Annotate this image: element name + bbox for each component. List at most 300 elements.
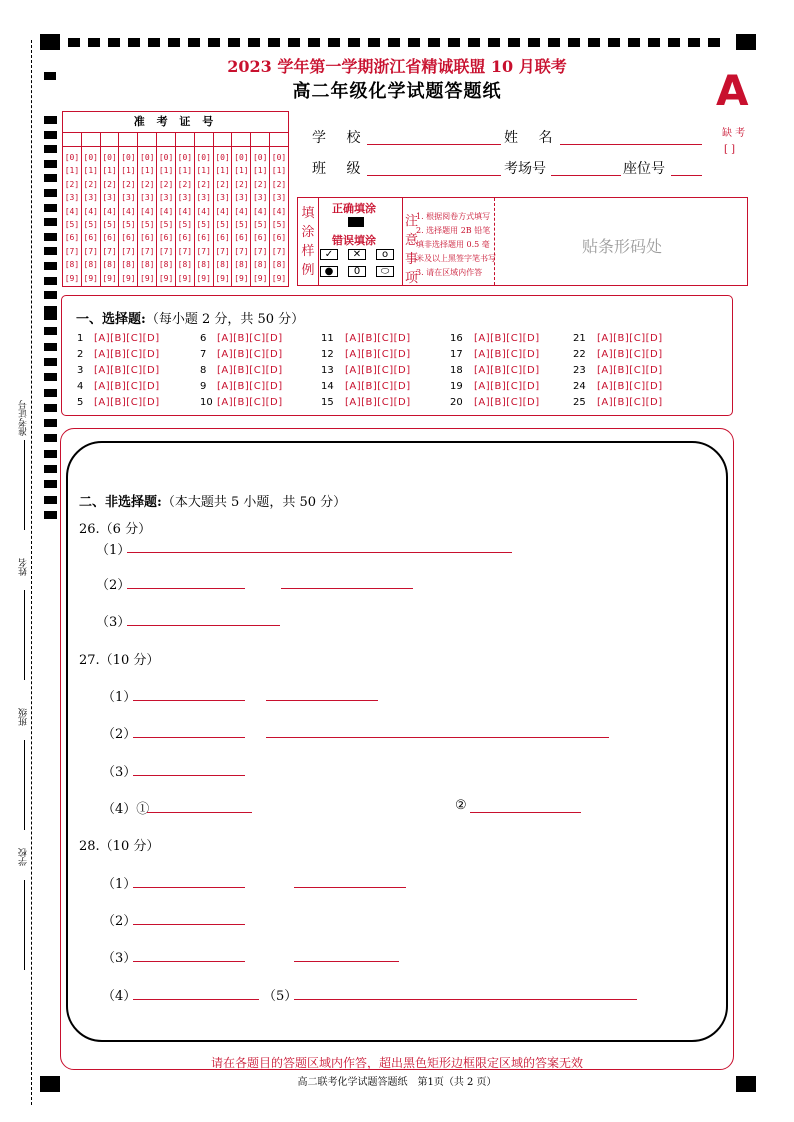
- exam-id-digit-bubble[interactable]: [9]: [158, 273, 174, 283]
- mc-answer-bubbles[interactable]: [A][B][C][D]: [94, 381, 160, 392]
- exam-id-digit-bubble[interactable]: [1]: [64, 166, 80, 176]
- exam-id-column: [195, 146, 214, 286]
- absent-checkbox[interactable]: [ ]: [724, 144, 735, 155]
- notes-side-char: 注: [405, 214, 419, 229]
- exam-id-digit-bubble[interactable]: [5]: [83, 220, 98, 230]
- q27-part4-label: （4）①: [102, 802, 150, 817]
- mc-question-number: 20: [450, 397, 463, 408]
- mc-answer-bubbles[interactable]: [A][B][C][D]: [474, 349, 540, 360]
- exam-id-write-cell[interactable]: [214, 132, 233, 146]
- exam-id-digit-bubble[interactable]: [4]: [64, 206, 80, 216]
- exam-id-column: [176, 146, 195, 286]
- exam-id-digit-bubble[interactable]: [6]: [252, 233, 268, 243]
- top-timing-dash: [108, 38, 120, 47]
- exam-id-digit-bubble[interactable]: [4]: [83, 206, 98, 216]
- exam-id-digit-bubble[interactable]: [0]: [252, 153, 268, 162]
- wrong-zero-icon: 0: [348, 266, 366, 277]
- mc-answer-bubbles[interactable]: [A][B][C][D]: [345, 333, 411, 344]
- exam-id-digit-bubble[interactable]: [0]: [271, 153, 287, 162]
- exam-id-digit-bubble[interactable]: [7]: [140, 246, 155, 256]
- mc-answer-bubbles[interactable]: [A][B][C][D]: [94, 397, 160, 408]
- exam-id-write-cell[interactable]: [270, 132, 288, 146]
- mc-question-number: 22: [573, 349, 586, 360]
- exam-id-digit-bubble[interactable]: [8]: [121, 260, 136, 270]
- exam-id-digit-bubble[interactable]: [2]: [234, 179, 249, 189]
- mc-answer-bubbles[interactable]: [A][B][C][D]: [597, 365, 663, 376]
- barcode-area: [494, 198, 749, 285]
- exam-id-digit-bubble[interactable]: [9]: [64, 273, 80, 283]
- q26-part1-answer[interactable]: [127, 552, 512, 553]
- exam-id-digit-bubble[interactable]: [6]: [140, 233, 155, 243]
- exam-id-digit-bubble[interactable]: [0]: [83, 153, 98, 162]
- seat-field[interactable]: [671, 175, 702, 176]
- note-item: 填非选择题用 0.5 毫: [416, 240, 490, 249]
- side-id-label: 准考证号: [19, 400, 29, 436]
- exam-id-digit-bubble[interactable]: [1]: [83, 166, 98, 176]
- mc-question-number: 14: [321, 381, 334, 392]
- top-timing-dash: [268, 38, 280, 47]
- left-timing-dash: [44, 218, 57, 226]
- top-timing-dash: [288, 38, 300, 47]
- q27-part2-answer-b[interactable]: [266, 737, 609, 738]
- exam-id-digit-bubble[interactable]: [2]: [102, 179, 117, 189]
- exam-id-digit-bubble[interactable]: [2]: [158, 179, 174, 189]
- mc-answer-bubbles[interactable]: [A][B][C][D]: [217, 397, 283, 408]
- mc-answer-bubbles[interactable]: [A][B][C][D]: [597, 397, 663, 408]
- exam-id-digit-bubble[interactable]: [1]: [271, 166, 287, 176]
- top-timing-dash: [448, 38, 460, 47]
- exam-id-digit-bubble[interactable]: [9]: [234, 273, 249, 283]
- exam-id-digit-bubble[interactable]: [5]: [158, 220, 174, 230]
- exam-id-digit-bubble[interactable]: [1]: [177, 166, 193, 176]
- school-field[interactable]: [367, 144, 501, 145]
- left-timing-dash: [44, 465, 57, 473]
- mc-answer-bubbles[interactable]: [A][B][C][D]: [217, 381, 283, 392]
- mc-question-number: 24: [573, 381, 586, 392]
- top-timing-dash: [248, 38, 260, 47]
- exam-id-column: [232, 146, 251, 286]
- exam-id-digit-bubble[interactable]: [4]: [140, 206, 155, 216]
- note-item: 1. 根据阅卷方式填写: [416, 212, 491, 221]
- exam-id-digit-bubble[interactable]: [6]: [102, 233, 117, 243]
- left-timing-dash: [44, 262, 57, 270]
- exam-id-digit-bubble[interactable]: [3]: [83, 193, 98, 203]
- exam-id-digit-bubble[interactable]: [8]: [102, 260, 117, 270]
- exam-id-digit-bubble[interactable]: [7]: [271, 246, 287, 256]
- exam-id-digit-bubble[interactable]: [6]: [177, 233, 193, 243]
- exam-id-digit-bubble[interactable]: [4]: [158, 206, 174, 216]
- exam-id-digit-bubble[interactable]: [5]: [177, 220, 193, 230]
- exam-id-digit-bubble[interactable]: [4]: [252, 206, 268, 216]
- exam-id-column: [138, 146, 157, 286]
- top-timing-dash: [548, 38, 560, 47]
- mc-answer-bubbles[interactable]: [A][B][C][D]: [474, 381, 540, 392]
- correct-fill-sample: [348, 217, 364, 227]
- exam-id-digit-bubble[interactable]: [7]: [83, 246, 98, 256]
- exam-id-digit-bubble[interactable]: [6]: [215, 233, 230, 243]
- exam-id-digit-bubble[interactable]: [7]: [215, 246, 230, 256]
- exam-id-digit-bubble[interactable]: [7]: [121, 246, 136, 256]
- top-timing-dash: [148, 38, 160, 47]
- exam-id-title: 准 考 证 号: [63, 112, 288, 133]
- top-timing-dash: [648, 38, 660, 47]
- exam-id-digit-bubble[interactable]: [4]: [215, 206, 230, 216]
- exam-id-digit-bubble[interactable]: [3]: [215, 193, 230, 203]
- exam-id-digit-bubble[interactable]: [9]: [271, 273, 287, 283]
- top-timing-dash: [488, 38, 500, 47]
- room-field[interactable]: [551, 175, 621, 176]
- exam-id-digit-bubble[interactable]: [3]: [64, 193, 80, 203]
- side-school-line: [24, 880, 25, 970]
- exam-id-digit-bubble[interactable]: [9]: [252, 273, 268, 283]
- exam-id-digit-bubble[interactable]: [1]: [196, 166, 211, 176]
- left-timing-dash: [44, 160, 57, 168]
- name-field[interactable]: [560, 144, 702, 145]
- q27-part1-label: （1）: [102, 690, 137, 705]
- q28-part2-answer[interactable]: [133, 924, 245, 925]
- absent-label: 缺 考: [722, 128, 746, 139]
- left-timing-dash: [44, 404, 57, 412]
- exam-id-digit-bubble[interactable]: [5]: [271, 220, 287, 230]
- mc-answer-bubbles[interactable]: [A][B][C][D]: [217, 333, 283, 344]
- exam-id-digit-bubble[interactable]: [4]: [177, 206, 193, 216]
- q27-part1-answer-b[interactable]: [266, 700, 378, 701]
- exam-id-digit-bubble[interactable]: [6]: [234, 233, 249, 243]
- top-timing-dash: [428, 38, 440, 47]
- exam-id-write-cell[interactable]: [157, 132, 176, 146]
- top-timing-dash: [468, 38, 480, 47]
- exam-id-digit-bubble[interactable]: [8]: [83, 260, 98, 270]
- q27-part4-answer-b[interactable]: [470, 812, 581, 813]
- exam-id-digit-bubble[interactable]: [5]: [215, 220, 230, 230]
- exam-id-digit-bubble[interactable]: [1]: [234, 166, 249, 176]
- mc-answer-bubbles[interactable]: [A][B][C][D]: [474, 365, 540, 376]
- exam-id-digit-bubble[interactable]: [3]: [177, 193, 193, 203]
- left-timing-dash: [44, 131, 57, 139]
- exam-id-column: [270, 146, 288, 286]
- exam-id-digit-bubble[interactable]: [8]: [271, 260, 287, 270]
- notes-side-char: 事: [405, 252, 419, 267]
- exam-id-digit-bubble[interactable]: [8]: [196, 260, 211, 270]
- top-timing-dash: [688, 38, 700, 47]
- exam-id-digit-bubble[interactable]: [3]: [140, 193, 155, 203]
- room-label: 考场号: [504, 161, 546, 177]
- exam-id-digit-bubble[interactable]: [3]: [158, 193, 174, 203]
- top-timing-dash: [568, 38, 580, 47]
- corner-marker: [40, 34, 60, 50]
- mc-question-number: 2: [77, 349, 84, 360]
- q28-part3-label: （3）: [102, 951, 137, 966]
- mc-question-number: 13: [321, 365, 334, 376]
- exam-id-write-cell[interactable]: [63, 132, 82, 146]
- exam-id-digit-bubble[interactable]: [7]: [64, 246, 80, 256]
- top-timing-dash: [408, 38, 420, 47]
- left-timing-dash: [44, 327, 57, 335]
- exam-id-bubble-columns: [63, 146, 288, 286]
- exam-id-digit-bubble[interactable]: [8]: [215, 260, 230, 270]
- exam-id-digit-bubble[interactable]: [5]: [121, 220, 136, 230]
- exam-id-digit-bubble[interactable]: [2]: [196, 179, 211, 189]
- exam-id-digit-bubble[interactable]: [9]: [140, 273, 155, 283]
- exam-id-digit-bubble[interactable]: [6]: [196, 233, 211, 243]
- q26-part3-label: （3）: [96, 615, 131, 630]
- top-timing-dash: [128, 38, 140, 47]
- exam-id-digit-bubble[interactable]: [1]: [121, 166, 136, 176]
- exam-id-write-cell[interactable]: [251, 132, 270, 146]
- exam-id-digit-bubble[interactable]: [9]: [177, 273, 193, 283]
- left-timing-dash: [44, 343, 57, 351]
- exam-id-digit-bubble[interactable]: [4]: [102, 206, 117, 216]
- mc-answer-bubbles[interactable]: [A][B][C][D]: [474, 397, 540, 408]
- top-timing-dash: [588, 38, 600, 47]
- q28-part4-answer[interactable]: [133, 999, 259, 1000]
- mc-question-number: 16: [450, 333, 463, 344]
- exam-id-digit-bubble[interactable]: [5]: [196, 220, 211, 230]
- q27-part1-answer-a[interactable]: [133, 700, 245, 701]
- exam-id-digit-bubble[interactable]: [8]: [140, 260, 155, 270]
- exam-id-digit-bubble[interactable]: [2]: [252, 179, 268, 189]
- notes-list: [416, 210, 496, 280]
- exam-id-digit-bubble[interactable]: [2]: [177, 179, 193, 189]
- cut-line: [31, 40, 32, 1105]
- exam-id-digit-bubble[interactable]: [7]: [252, 246, 268, 256]
- top-timing-dash: [328, 38, 340, 47]
- q27-part2-answer-a[interactable]: [133, 737, 245, 738]
- wrong-fill-label: 错误填涂: [332, 234, 376, 247]
- mc-answer-bubbles[interactable]: [A][B][C][D]: [345, 365, 411, 376]
- top-timing-dash: [168, 38, 180, 47]
- divider: [402, 198, 403, 285]
- exam-id-digit-bubble[interactable]: [0]: [64, 153, 80, 162]
- q28-part1-answer-b[interactable]: [294, 887, 406, 888]
- notes-side-char: 项: [405, 271, 419, 286]
- exam-id-digit-bubble[interactable]: [4]: [121, 206, 136, 216]
- q28-part1-answer-a[interactable]: [133, 887, 245, 888]
- left-timing-dash: [44, 247, 57, 255]
- exam-id-digit-bubble[interactable]: [3]: [271, 193, 287, 203]
- wrong-check-icon: ✓: [320, 249, 338, 260]
- exam-id-digit-bubble[interactable]: [8]: [252, 260, 268, 270]
- class-label: 班 级: [312, 161, 369, 177]
- exam-id-write-cell[interactable]: [195, 132, 214, 146]
- exam-id-digit-bubble[interactable]: [1]: [215, 166, 230, 176]
- fill-side-char: 样: [301, 244, 315, 259]
- q28-part3-answer-b[interactable]: [294, 961, 399, 962]
- mc-question-number: 4: [77, 381, 84, 392]
- q26-title: 26.（6 分）: [79, 522, 152, 537]
- mc-answer-bubbles[interactable]: [A][B][C][D]: [94, 349, 160, 360]
- corner-marker: [736, 34, 756, 50]
- top-timing-dash: [668, 38, 680, 47]
- exam-id-write-row[interactable]: [63, 132, 288, 147]
- exam-id-digit-bubble[interactable]: [7]: [102, 246, 117, 256]
- note-item: 3. 请在区域内作答: [416, 268, 483, 277]
- q27-part3-label: （3）: [102, 765, 137, 780]
- mc-answer-bubbles[interactable]: [A][B][C][D]: [94, 333, 160, 344]
- exam-id-digit-bubble[interactable]: [0]: [102, 153, 117, 162]
- exam-id-digit-bubble[interactable]: [9]: [121, 273, 136, 283]
- exam-id-digit-bubble[interactable]: [6]: [271, 233, 287, 243]
- wrong-oval-icon: ⬭: [376, 266, 394, 277]
- top-timing-dash: [208, 38, 220, 47]
- top-timing-dash: [308, 38, 320, 47]
- left-timing-dash: [44, 116, 57, 124]
- notes-side-char: 意: [405, 233, 419, 248]
- mc-answer-bubbles[interactable]: [A][B][C][D]: [217, 365, 283, 376]
- fill-side-char: 填: [301, 206, 315, 221]
- exam-id-digit-bubble[interactable]: [3]: [121, 193, 136, 203]
- left-timing-dash: [44, 233, 57, 241]
- fill-side-char: 例: [301, 263, 315, 278]
- exam-id-write-cell[interactable]: [138, 132, 157, 146]
- exam-id-digit-bubble[interactable]: [6]: [121, 233, 136, 243]
- divider: [318, 198, 319, 285]
- nc-heading: [79, 491, 346, 510]
- class-field[interactable]: [367, 175, 501, 176]
- left-timing-dash: [44, 496, 57, 504]
- exam-id-digit-bubble[interactable]: [9]: [102, 273, 117, 283]
- q26-part2-answer-b[interactable]: [281, 588, 413, 589]
- q26-part1-label: （1）: [96, 543, 131, 558]
- left-timing-dash: [44, 358, 57, 366]
- note-item: 米及以上黑签字笔书写: [416, 254, 496, 263]
- left-timing-dash: [44, 145, 57, 153]
- exam-id-digit-bubble[interactable]: [5]: [102, 220, 117, 230]
- exam-id-digit-bubble[interactable]: [7]: [177, 246, 193, 256]
- exam-id-digit-bubble[interactable]: [4]: [196, 206, 211, 216]
- mc-answer-bubbles[interactable]: [A][B][C][D]: [597, 381, 663, 392]
- exam-id-digit-bubble[interactable]: [0]: [121, 153, 136, 162]
- exam-id-digit-bubble[interactable]: [2]: [140, 179, 155, 189]
- exam-id-digit-bubble[interactable]: [4]: [234, 206, 249, 216]
- exam-id-digit-bubble[interactable]: [3]: [102, 193, 117, 203]
- q27-part4-answer-a[interactable]: [147, 812, 252, 813]
- top-timing-dash: [508, 38, 520, 47]
- q28-title: 28.（10 分）: [79, 839, 160, 854]
- exam-id-digit-bubble[interactable]: [5]: [64, 220, 80, 230]
- left-timing-dash: [44, 174, 57, 182]
- q26-part2-answer-a[interactable]: [127, 588, 245, 589]
- exam-id-digit-bubble[interactable]: [2]: [215, 179, 230, 189]
- mc-answer-bubbles[interactable]: [A][B][C][D]: [94, 365, 160, 376]
- exam-id-digit-bubble[interactable]: [2]: [121, 179, 136, 189]
- mc-question-number: 7: [200, 349, 207, 360]
- exam-id-digit-bubble[interactable]: [2]: [83, 179, 98, 189]
- exam-id-digit-bubble[interactable]: [2]: [271, 179, 287, 189]
- exam-id-digit-bubble[interactable]: [6]: [158, 233, 174, 243]
- exam-id-digit-bubble[interactable]: [3]: [234, 193, 249, 203]
- top-timing-dash: [528, 38, 540, 47]
- exam-id-digit-bubble[interactable]: [2]: [64, 179, 80, 189]
- top-timing-dash: [88, 38, 100, 47]
- exam-id-digit-bubble[interactable]: [1]: [102, 166, 117, 176]
- exam-id-write-cell[interactable]: [82, 132, 101, 146]
- q26-part3-answer[interactable]: [127, 625, 280, 626]
- mc-answer-bubbles[interactable]: [A][B][C][D]: [597, 349, 663, 360]
- school-label: 学 校: [312, 130, 369, 146]
- exam-id-digit-bubble[interactable]: [1]: [158, 166, 174, 176]
- exam-id-digit-bubble[interactable]: [0]: [196, 153, 211, 162]
- exam-id-digit-bubble[interactable]: [6]: [64, 233, 80, 243]
- left-timing-dash: [44, 189, 57, 197]
- exam-id-digit-bubble[interactable]: [7]: [234, 246, 249, 256]
- exam-id-write-cell[interactable]: [176, 132, 195, 146]
- exam-id-digit-bubble[interactable]: [7]: [158, 246, 174, 256]
- exam-id-digit-bubble[interactable]: [0]: [158, 153, 174, 162]
- mc-answer-bubbles[interactable]: [A][B][C][D]: [345, 397, 411, 408]
- top-timing-dash: [348, 38, 360, 47]
- fill-example-side-label: [300, 204, 316, 280]
- q27-title: 27.（10 分）: [79, 653, 160, 668]
- exam-id-column: [63, 146, 82, 286]
- mc-answer-bubbles[interactable]: [A][B][C][D]: [345, 381, 411, 392]
- exam-id-digit-bubble[interactable]: [5]: [234, 220, 249, 230]
- mc-question-number: 10: [200, 397, 213, 408]
- mc-question-number: 9: [200, 381, 207, 392]
- q27-part2-label: （2）: [102, 727, 137, 742]
- exam-id-digit-bubble[interactable]: [4]: [271, 206, 287, 216]
- mc-question-number: 19: [450, 381, 463, 392]
- exam-id-digit-bubble[interactable]: [9]: [83, 273, 98, 283]
- exam-id-write-cell[interactable]: [232, 132, 251, 146]
- exam-id-write-cell[interactable]: [119, 132, 138, 146]
- exam-id-digit-bubble[interactable]: [8]: [64, 260, 80, 270]
- q28-part3-answer-a[interactable]: [133, 961, 245, 962]
- mc-question-number: 25: [573, 397, 586, 408]
- q28-part5-answer[interactable]: [294, 999, 637, 1000]
- exam-id-digit-bubble[interactable]: [9]: [196, 273, 211, 283]
- mc-answer-bubbles[interactable]: [A][B][C][D]: [597, 333, 663, 344]
- version-letter: A: [716, 66, 749, 115]
- exam-title: 2023 学年第一学期浙江省精诚联盟 10 月联考: [227, 57, 567, 76]
- exam-id-digit-bubble[interactable]: [3]: [196, 193, 211, 203]
- exam-id-digit-bubble[interactable]: [1]: [252, 166, 268, 176]
- exam-id-digit-bubble[interactable]: [0]: [215, 153, 230, 162]
- wrong-circle-icon: o: [376, 249, 394, 260]
- mc-answer-bubbles[interactable]: [A][B][C][D]: [217, 349, 283, 360]
- exam-id-digit-bubble[interactable]: [7]: [196, 246, 211, 256]
- exam-id-column: [82, 146, 101, 286]
- mc-answer-bubbles[interactable]: [A][B][C][D]: [474, 333, 540, 344]
- left-timing-dash: [44, 450, 57, 458]
- exam-id-digit-bubble[interactable]: [1]: [140, 166, 155, 176]
- exam-id-digit-bubble[interactable]: [0]: [234, 153, 249, 162]
- exam-id-digit-bubble[interactable]: [6]: [83, 233, 98, 243]
- exam-id-digit-bubble[interactable]: [8]: [234, 260, 249, 270]
- top-timing-dash: [228, 38, 240, 47]
- nc-heading-title: 二、非选择题:: [79, 495, 162, 510]
- exam-id-digit-bubble[interactable]: [3]: [252, 193, 268, 203]
- q28-part5-label: （5）: [263, 989, 298, 1004]
- exam-id-digit-bubble[interactable]: [5]: [252, 220, 268, 230]
- exam-id-digit-bubble[interactable]: [5]: [140, 220, 155, 230]
- exam-id-digit-bubble[interactable]: [8]: [158, 260, 174, 270]
- q27-part4b-label: ②: [455, 798, 467, 813]
- left-timing-dash: [44, 434, 57, 442]
- nc-heading-note: （本大题共 5 小题，共 50 分）: [161, 495, 347, 510]
- non-choice-answer-frame: [66, 441, 728, 1042]
- exam-id-write-cell[interactable]: [101, 132, 120, 146]
- exam-id-digit-bubble[interactable]: [0]: [140, 153, 155, 162]
- fill-side-char: 涂: [301, 225, 315, 240]
- exam-id-digit-bubble[interactable]: [9]: [215, 273, 230, 283]
- exam-id-digit-bubble[interactable]: [8]: [177, 260, 193, 270]
- mc-question-number: 21: [573, 333, 586, 344]
- left-timing-dash: [44, 511, 57, 519]
- exam-id-digit-bubble[interactable]: [0]: [177, 153, 193, 162]
- mc-answer-bubbles[interactable]: [A][B][C][D]: [345, 349, 411, 360]
- q27-part3-answer[interactable]: [133, 775, 245, 776]
